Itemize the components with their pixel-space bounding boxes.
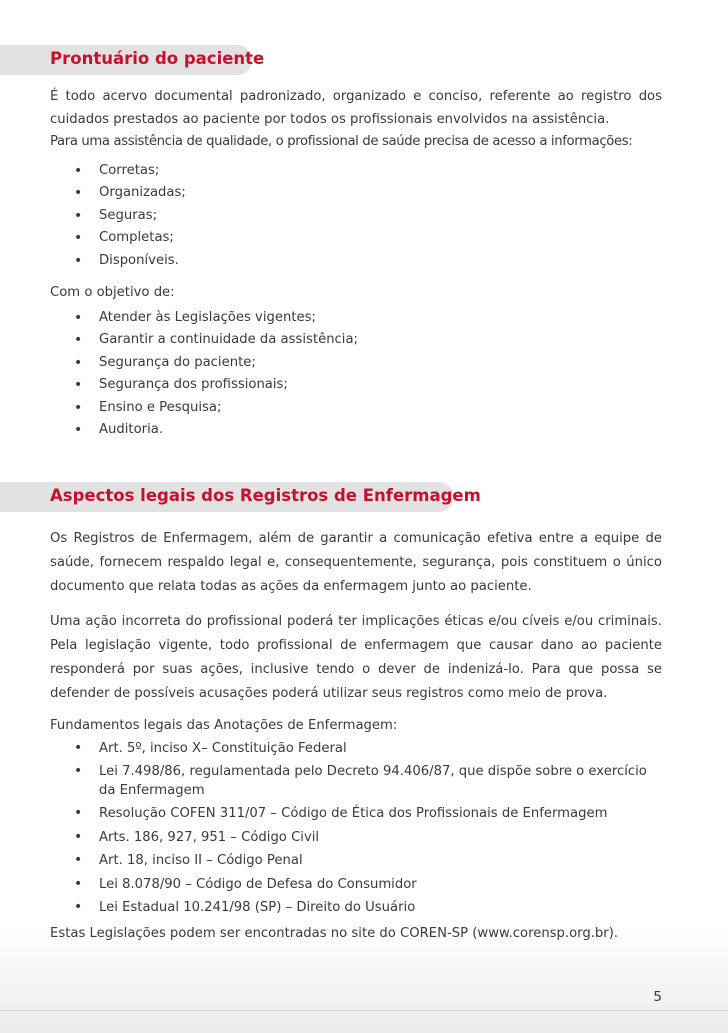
section-title: Aspectos legais dos Registros de Enfermagem [50, 486, 481, 505]
objectives-list [50, 307, 662, 442]
list-item: • Art. 18, inciso II – Código Penal [50, 851, 662, 870]
list-item: • Resolução COFEN 311/07 – Código de Ética dos Profissionais de Enfermagem [50, 804, 662, 823]
list-item: • Segurança do paciente; [50, 352, 662, 375]
list-item: • Organizadas; [50, 182, 662, 205]
legal-paragraph-2: Uma ação incorreta do profissional poderá ter implicações éticas e/ou cíveis e/ou criminais. Pela legislação vigente, todo profissional de enfermagem que causar dano ao paciente responderá por suas ações, inclusive tendo o dever de indenizá-lo. Para que possa se defender de possíveis acusações poderá utilizar seus registros como meio de prova. [50, 614, 662, 701]
list-item: • Auditoria. [50, 419, 662, 442]
section-title: Prontuário do paciente [50, 49, 265, 68]
footer-divider [0, 1010, 728, 1011]
list-item: • Lei Estadual 10.241/98 (SP) – Direito do Usuário [50, 898, 662, 917]
section2-content [50, 527, 662, 946]
objective-intro: Com o objetivo de: [50, 285, 175, 300]
list-item: • Segurança dos profissionais; [50, 374, 662, 397]
section-header-aspectos-legais [0, 482, 481, 512]
section1-content [50, 86, 662, 442]
list-item: • Completas; [50, 227, 662, 250]
list-item: • Garantir a continuidade da assistência; [50, 329, 662, 352]
legal-paragraph-1: Os Registros de Enfermagem, além de garantir a comunicação efetiva entre a equipe de saúde, fornecem respaldo legal e, consequentemente, segurança, pois constituem o único documento que relata todas as ações da enfermagem junto ao paciente. [50, 531, 662, 594]
list-item: • Art. 5º, inciso X– Constituição Federal [50, 739, 662, 758]
closing-note: Estas Legislações podem ser encontradas no site do COREN-SP (www.corensp.org.br). [50, 926, 619, 941]
qualities-list [50, 160, 662, 273]
list-item: • Lei 8.078/90 – Código de Defesa do Consumidor [50, 875, 662, 894]
list-item: • Corretas; [50, 160, 662, 183]
page-number: 5 [653, 989, 662, 1005]
list-item: • Arts. 186, 927, 951 – Código Civil [50, 828, 662, 847]
intro-paragraph: É todo acervo documental padronizado, organizado e conciso, referente ao registro dos cuidados prestados ao paciente por todos os profissionais envolvidos na assistência. [50, 89, 662, 127]
list-item: • Disponíveis. [50, 250, 662, 273]
list-item: • Atender às Legislações vigentes; [50, 307, 662, 330]
list-item: • Lei 7.498/86, regulamentada pelo Decreto 94.406/87, que dispõe sobre o exercício da Enfermagem [50, 762, 662, 800]
section-header-prontuario [0, 45, 265, 75]
fundamentos-list [50, 739, 662, 918]
intro-paragraph-2: Para uma assistência de qualidade, o profissional de saúde precisa de acesso a informações: [50, 134, 633, 149]
list-item: • Ensino e Pesquisa; [50, 397, 662, 420]
fundamentos-intro: Fundamentos legais das Anotações de Enfermagem: [50, 718, 398, 733]
list-item: • Seguras; [50, 205, 662, 228]
